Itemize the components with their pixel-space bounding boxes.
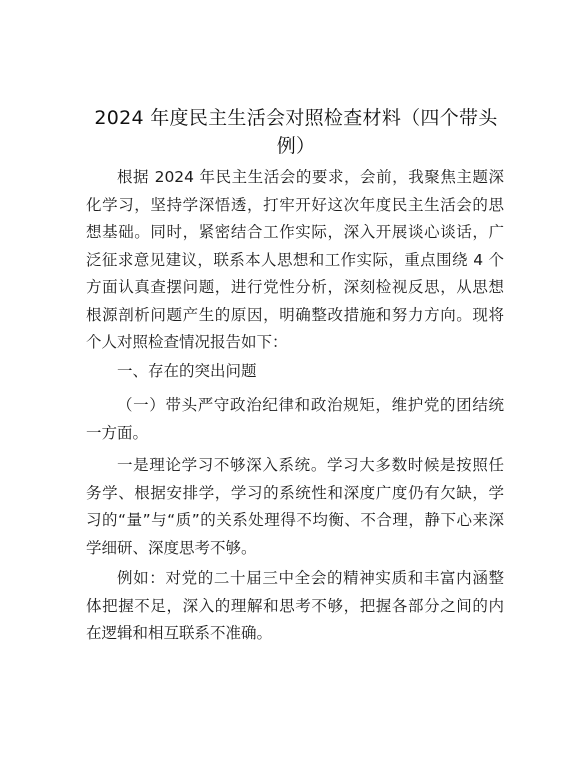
document-title: 2024 年度民主生活会对照检查材料（四个带头例） [94, 107, 498, 157]
intro-paragraph: 根据 2024 年民主生活会的要求，会前，我聚焦主题深化学习，坚持学深悟透，打牢开好这次年度民主生活会的思想基础。同时，紧密结合工作实际，深入开展谈心谈话，广泛征求意见建议，联系本人思想和工作实际，重点围绕 4 个方面认真查摆问题，进行党性分析，深刻检视反思，从思想根源剖析问题产生的原因，明确整改措施和努力方向。现将个人对照检查情况报告如下： [86, 168, 504, 351]
subsection-heading: （一）带头严守政治纪律和政治规矩，维护党的团结统一方面。 [86, 396, 504, 442]
section-heading: 一、存在的突出问题 [117, 362, 257, 380]
example-paragraph: 例如：对党的二十届三中全会的精神实质和丰富内涵整体把握不足，深入的理解和思考不够，把握各部分之间的内在逻辑和相互联系不准确。 [86, 569, 504, 642]
point-one-paragraph: 一是理论学习不够深入系统。学习大多数时候是按照任务学、根据安排学，学习的系统性和深度广度仍有欠缺，学习的“量”与“质”的关系处理得不均衡、不合理，静下心来深学细研、深度思考不够。 [86, 456, 504, 557]
